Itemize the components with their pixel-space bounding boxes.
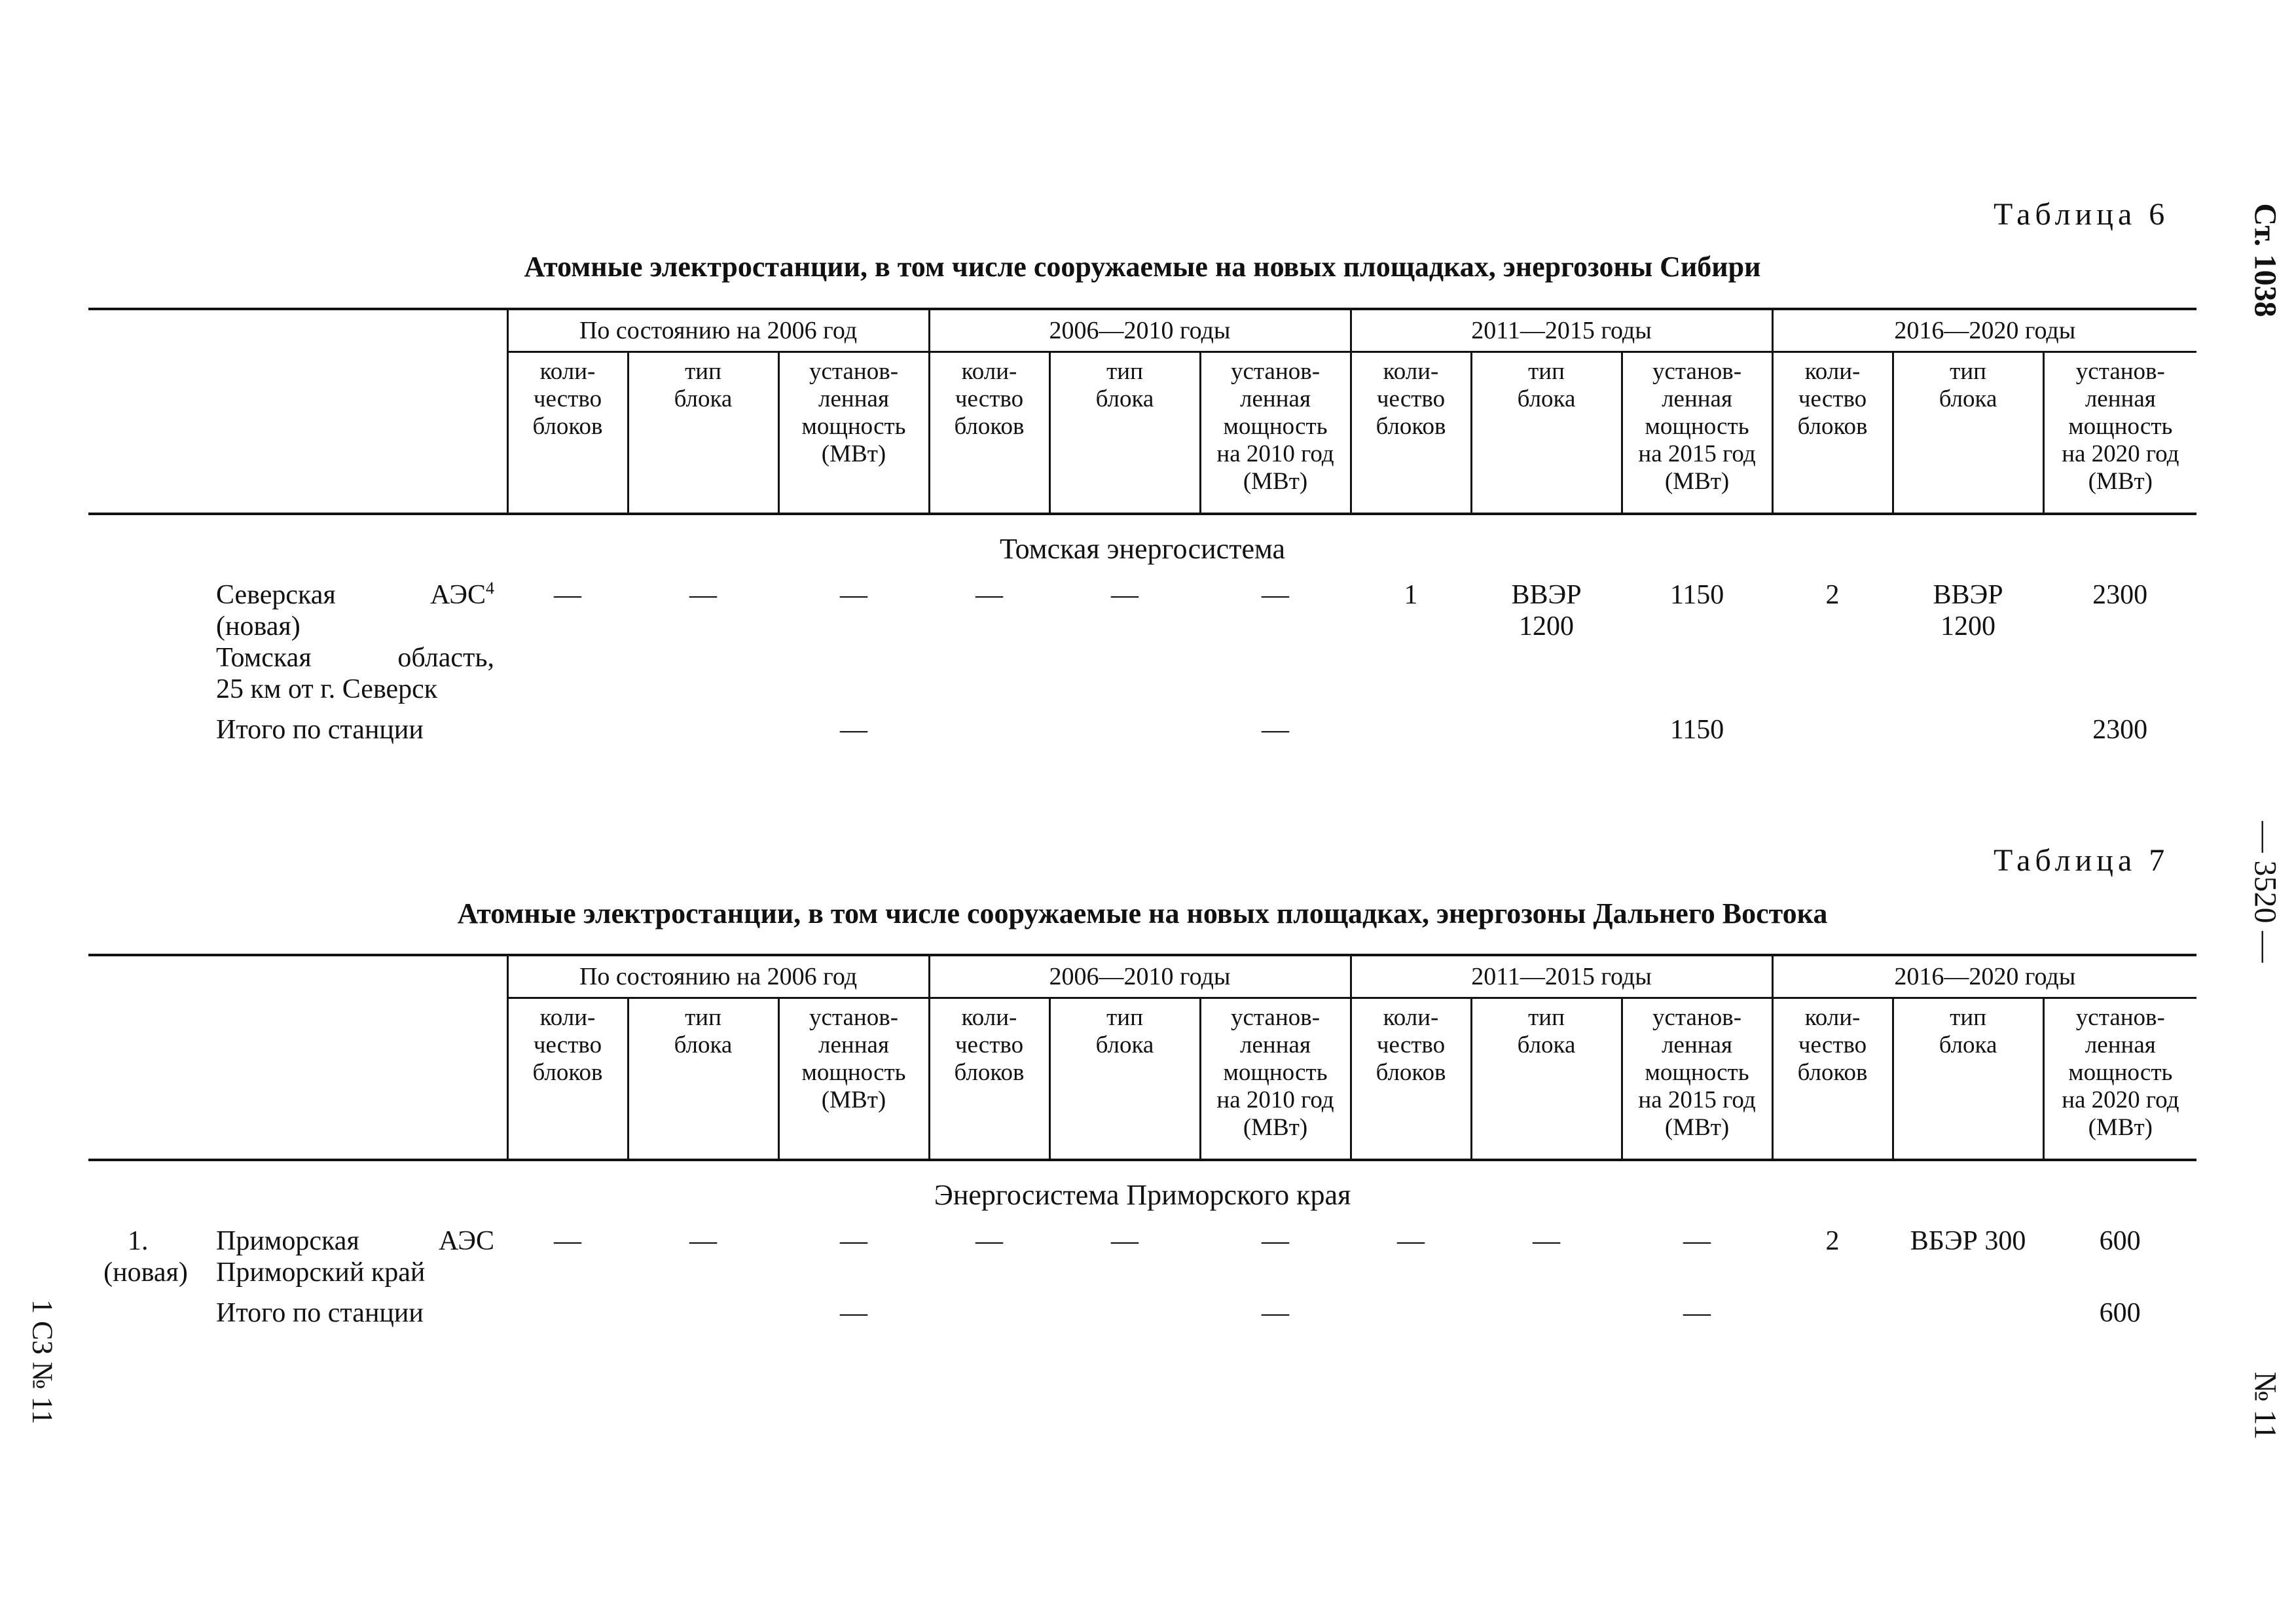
table7-label: Таблица 7 xyxy=(1994,843,2170,878)
col-count: коли- чество блоков xyxy=(1351,352,1471,514)
cell: — xyxy=(689,1226,717,1256)
cell: — xyxy=(1397,1226,1425,1256)
table-row-total xyxy=(88,705,2196,746)
issue-number-left: 1 СЗ № 11 xyxy=(26,1299,59,1424)
col-type: тип блока xyxy=(1471,352,1622,514)
col-power: установ- ленная мощность на 2020 год (МВт) xyxy=(2043,998,2196,1161)
cell: — xyxy=(1262,1226,1290,1256)
col-type: тип блока xyxy=(628,998,778,1161)
col-power: установ- ленная мощность на 2020 год (МВт) xyxy=(2043,352,2196,514)
col-type: тип блока xyxy=(1893,998,2043,1161)
col-power: установ- ленная мощность на 2010 год (МВт) xyxy=(1200,352,1351,514)
total-2006: — xyxy=(840,715,867,745)
table7-group-2011-2015: 2011—2015 годы xyxy=(1351,955,1772,998)
col-power: установ- ленная мощность на 2015 год (МВт) xyxy=(1622,998,1772,1161)
cell: — xyxy=(840,1226,867,1256)
table6 xyxy=(88,308,2196,746)
total-2015: 1150 xyxy=(1669,715,1724,745)
total-2015: — xyxy=(1683,1298,1711,1328)
table7-system-name: Энергосистема Приморского края xyxy=(934,1179,1351,1211)
table6-title: Атомные электростанции, в том числе сооружаемые на новых площадках, энергозоны Сибири xyxy=(524,251,1761,283)
cell: — xyxy=(1111,580,1139,610)
cell: — xyxy=(975,1226,1003,1256)
total-label: Итого по станции xyxy=(216,715,424,745)
total-2020: 2300 xyxy=(2092,715,2148,745)
table6-group-2011-2015: 2011—2015 годы xyxy=(1351,309,1772,352)
cell: — xyxy=(840,580,867,610)
table6-system-name: Томская энергосистема xyxy=(1000,533,1286,565)
table-row xyxy=(88,579,2196,705)
col-count: коли- чество блоков xyxy=(1351,998,1471,1161)
table7-group-2016-2020: 2016—2020 годы xyxy=(1772,955,2196,998)
table6-corner xyxy=(88,309,507,352)
table-row xyxy=(88,1225,2196,1288)
table6-group-2006-2010: 2006—2010 годы xyxy=(929,309,1351,352)
col-power: установ- ленная мощность на 2015 год (МВт) xyxy=(1622,352,1772,514)
table7-title: Атомные электростанции, в том числе сооружаемые на новых площадках, энергозоны Дальнего Востока xyxy=(457,897,1828,929)
table6-group-2006: По состоянию на 2006 год xyxy=(507,309,929,352)
station-name: Северская АЭС$^4$ (новая) Томская область, 25 км от г. Северск xyxy=(216,579,494,704)
cell: — xyxy=(1683,1226,1711,1256)
cell: — xyxy=(554,580,581,610)
cell: — xyxy=(1111,1226,1139,1256)
table7-group-2006: По состоянию на 2006 год xyxy=(507,955,929,998)
cell: — xyxy=(975,580,1003,610)
total-label: Итого по станции xyxy=(216,1298,424,1328)
cell: 2 xyxy=(1825,580,1840,610)
col-type: тип блока xyxy=(1893,352,2043,514)
col-type: тип блока xyxy=(1049,998,1200,1161)
cell: 2300 xyxy=(2092,580,2148,610)
col-power: установ- ленная мощность на 2010 год (МВт) xyxy=(1200,998,1351,1161)
cell: — xyxy=(1533,1226,1561,1256)
col-count: коли- чество блоков xyxy=(929,998,1049,1161)
col-type: тип блока xyxy=(1049,352,1200,514)
station-name: 1. (новая) Приморская АЭС Приморский край xyxy=(103,1226,494,1288)
col-type: тип блока xyxy=(1471,998,1622,1161)
page-number-label: Ст. 1038 xyxy=(2248,203,2283,317)
cell: ВВЭР 1200 xyxy=(1933,580,2003,641)
col-power: установ- ленная мощность (МВт) xyxy=(778,352,929,514)
cell: — xyxy=(1262,580,1290,610)
total-2006: — xyxy=(840,1298,867,1328)
cell: 600 xyxy=(2099,1226,2141,1256)
total-2020: 600 xyxy=(2099,1298,2141,1328)
table-row-total xyxy=(88,1288,2196,1329)
table7-group-2006-2010: 2006—2010 годы xyxy=(929,955,1351,998)
cell: — xyxy=(689,580,717,610)
cell: ВБЭР 300 xyxy=(1910,1226,2026,1256)
table6-group-2016-2020: 2016—2020 годы xyxy=(1772,309,2196,352)
table7 xyxy=(88,954,2196,1329)
page-mid-number: — 3520 — xyxy=(2248,821,2283,963)
cell: ВВЭР 1200 xyxy=(1511,580,1582,641)
col-count: коли- чество блоков xyxy=(507,352,628,514)
col-count: коли- чество блоков xyxy=(1772,352,1893,514)
col-count: коли- чество блоков xyxy=(1772,998,1893,1161)
col-count: коли- чество блоков xyxy=(929,352,1049,514)
col-count: коли- чество блоков xyxy=(507,998,628,1161)
cell: — xyxy=(554,1226,581,1256)
table7-corner xyxy=(88,955,507,998)
col-type: тип блока xyxy=(628,352,778,514)
issue-number-right: № 11 xyxy=(2248,1371,2283,1440)
cell: 2 xyxy=(1825,1226,1840,1256)
total-2010: — xyxy=(1262,715,1290,745)
cell: 1 xyxy=(1404,580,1418,610)
col-power: установ- ленная мощность (МВт) xyxy=(778,998,929,1161)
cell: 1150 xyxy=(1669,580,1724,610)
table6-label: Таблица 6 xyxy=(1994,197,2170,232)
total-2010: — xyxy=(1262,1298,1290,1328)
